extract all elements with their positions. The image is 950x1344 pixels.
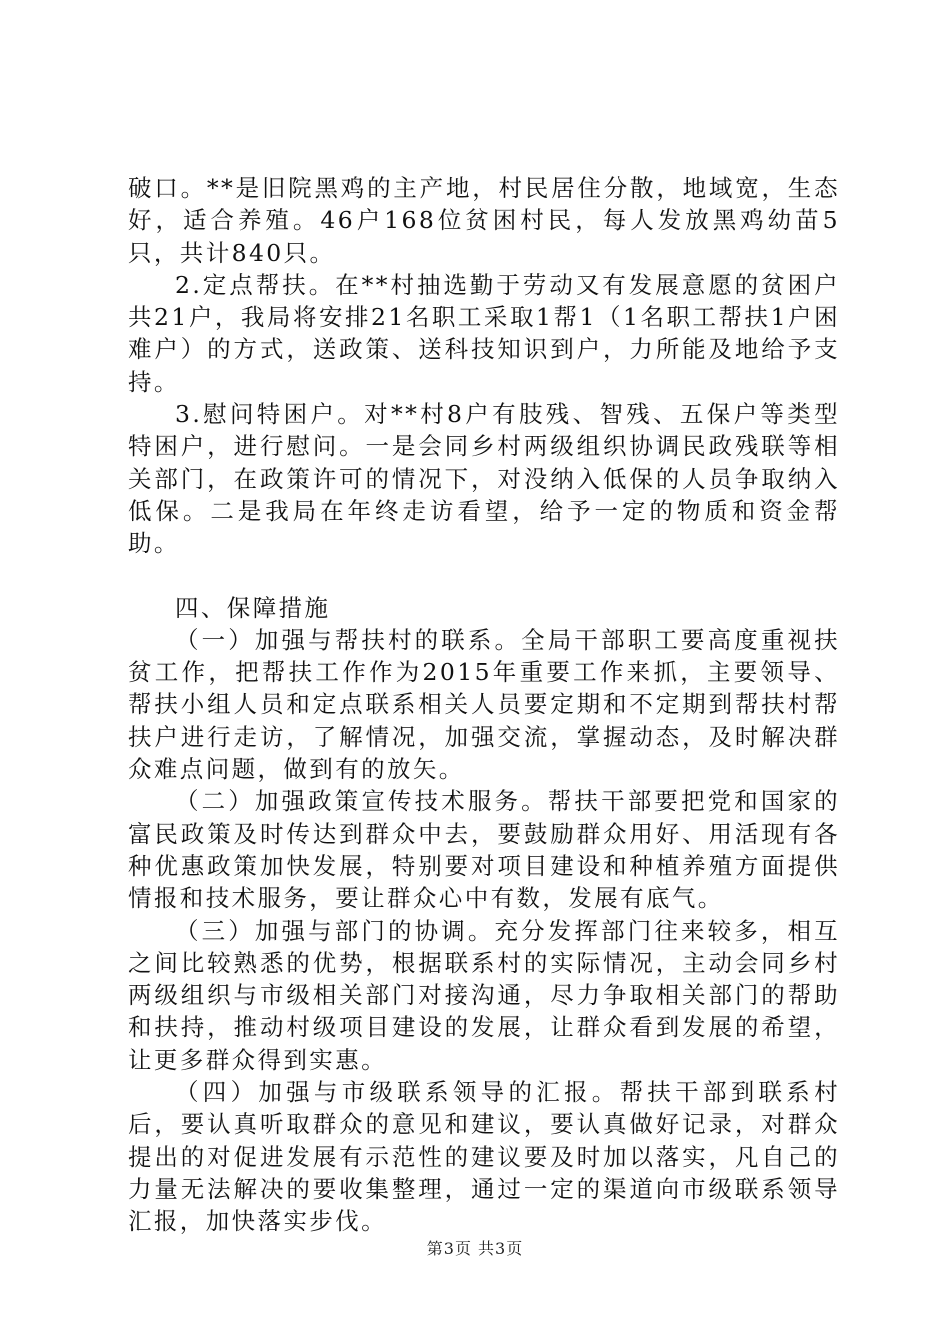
measure-item-2: （二）加强政策宣传技术服务。帮扶干部要把党和国家的富民政策及时传达到群众中去，要鼓励群众用好、用活现有各种优惠政策加快发展，特别要对项目建设和种植养殖方面提供情报和技术服务，要让群众心中有数，发展有底气。 <box>128 787 840 913</box>
measure-item-4: （四）加强与市级联系领导的汇报。帮扶干部到联系村后，要认真听取群众的意见和建议，要认真做好记录，对群众提出的对促进发展有示范性的建议要及时加以落实，凡自己的力量无法解决的要收集整理，通过一定的渠道向市级联系领导汇报，加快落实步伐。 <box>128 1078 840 1236</box>
paragraph-continuation: 破口。**是旧院黑鸡的主产地，村民居住分散，地域宽，生态好，适合养殖。46户168位贫困村民，每人发放黑鸡幼苗5只，共计840只。 <box>128 174 840 267</box>
page-footer: 第3页 共3页 <box>426 1239 524 1258</box>
paragraph-fixed-point-assistance: 2.定点帮扶。在**村抽选勤于劳动又有发展意愿的贫困户共21户，我局将安排21名职工采取1帮1（1名职工帮扶1户困难户）的方式，送政策、送科技知识到户，力所能及地给予支持。 <box>128 270 840 396</box>
document-body <box>128 172 840 1238</box>
measure-item-3: （三）加强与部门的协调。充分发挥部门往来较多，相互之间比较熟悉的优势，根据联系村的实际情况，主动会同乡村两级组织与市级相关部门对接沟通，尽力争取相关部门的帮助和扶持，推动村级项目建设的发展，让群众看到发展的希望，让更多群众得到实惠。 <box>128 916 840 1074</box>
measure-item-1: （一）加强与帮扶村的联系。全局干部职工要高度重视扶贫工作，把帮扶工作作为2015年重要工作来抓，主要领导、帮扶小组人员和定点联系相关人员要定期和不定期到帮扶村帮扶户进行走访，了解情况，加强交流，掌握动态，及时解决群众难点问题，做到有的放矢。 <box>128 625 840 784</box>
paragraph-condolence-visits: 3.慰问特困户。对**村8户有肢残、智残、五保户等类型特困户，进行慰问。一是会同乡村两级组织协调民政残联等相关部门，在政策许可的情况下，对没纳入低保的人员争取纳入低保。二是我局在年终走访看望，给予一定的物质和资金帮助。 <box>128 400 840 558</box>
section-heading-safeguards: 四、保障措施 <box>175 593 331 622</box>
